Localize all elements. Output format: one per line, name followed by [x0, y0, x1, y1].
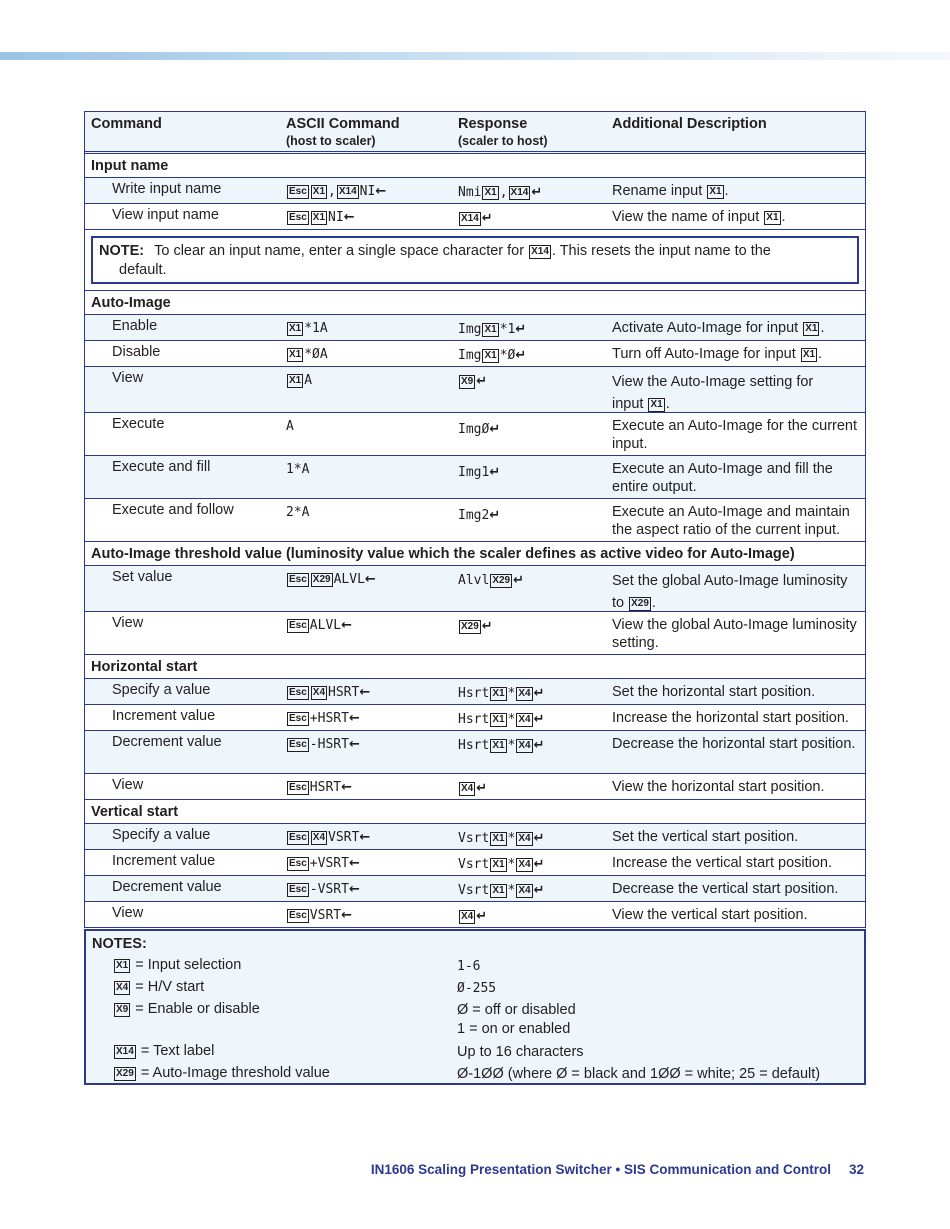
- table-header: [85, 112, 865, 154]
- return-icon: ↵: [531, 185, 543, 200]
- return-icon: ↵: [515, 322, 527, 337]
- return-icon: ↵: [489, 465, 501, 480]
- header-description: Additional Description: [612, 116, 767, 132]
- return-icon: ↵: [476, 781, 488, 796]
- table-row: View X1 A X9 ↵ View the Auto-Image setting for input X1 .: [85, 367, 865, 413]
- section-auto-image: Auto-Image: [85, 291, 865, 315]
- return-icon: ↵: [533, 831, 545, 846]
- arrow-left-icon: ←: [359, 830, 371, 845]
- header-response: Response (scaler to host): [458, 116, 548, 148]
- return-icon: ↵: [533, 738, 545, 753]
- section-input-name: Input name: [85, 154, 865, 178]
- return-icon: ↵: [533, 686, 545, 701]
- header-command: Command: [91, 116, 162, 132]
- note-box: NOTE: To clear an input name, enter a single space character for X14 . This resets the input name to the default.: [91, 236, 859, 284]
- table-row: Execute and fill 1*A Img1↵ Execute an Auto-Image and fill the entire output.: [85, 456, 865, 499]
- section-vertical-start: Vertical start: [85, 800, 865, 824]
- note-row: [85, 230, 865, 291]
- arrow-left-icon: ←: [348, 882, 360, 897]
- table-row: View Esc VSRT← X4 ↵ View the vertical start position.: [85, 902, 865, 927]
- table-row: Execute and follow 2*A Img2↵ Execute an Auto-Image and maintain the aspect ratio of the current input.: [85, 499, 865, 542]
- return-icon: ↵: [489, 422, 501, 437]
- return-icon: ↵: [476, 909, 488, 924]
- notes-title: NOTES:: [92, 936, 147, 952]
- section-threshold: Auto-Image threshold value (luminosity value which the scaler defines as active video for Auto-Image): [85, 542, 865, 566]
- arrow-left-icon: ←: [375, 184, 387, 199]
- return-icon: ↵: [476, 374, 488, 389]
- footer-title: IN1606 Scaling Presentation Switcher • SIS Communication and Control: [370, 1162, 831, 1177]
- notes-box: NOTES: X1 = Input selection 1-6 X4 = H/V start Ø-255 X9 = Enable or disable Ø = off or disabled 1 = on or enabled X14 = Text label Up to 16 characters X29 = Auto-Image threshold value Ø-1ØØ (where Ø = black and 1ØØ = white; 25 = default): [84, 929, 866, 1085]
- page-number: 32: [848, 1162, 864, 1177]
- return-icon: ↵: [481, 619, 493, 634]
- table-row: Execute A ImgØ↵ Execute an Auto-Image for the current input.: [85, 413, 865, 456]
- table-row: Write input name Esc X1 , X14 NI← Nmi X1 , X14 ↵ Rename input X1 .: [85, 178, 865, 204]
- table-row: Set value Esc X29 ALVL← Alvl X29 ↵ Set the global Auto-Image luminosity to X29 .: [85, 566, 865, 612]
- arrow-left-icon: ←: [348, 737, 360, 752]
- command-table: [84, 111, 866, 928]
- table-row: Enable X1 *1A Img X1 *1↵ Activate Auto-Image for input X1 .: [85, 315, 865, 341]
- return-icon: ↵: [481, 211, 493, 226]
- return-icon: ↵: [533, 857, 545, 872]
- return-icon: ↵: [533, 712, 545, 727]
- arrow-left-icon: ←: [364, 572, 376, 587]
- table-row: Decrement value Esc -VSRT← Vsrt X1 * X4 ↵ Decrease the vertical start position.: [85, 876, 865, 902]
- table-row: Increment value Esc +HSRT← Hsrt X1 * X4 ↵ Increase the horizontal start position.: [85, 705, 865, 731]
- arrow-left-icon: ←: [341, 908, 353, 923]
- header-gradient-bar: [0, 52, 950, 60]
- page-footer: [371, 1162, 864, 1177]
- table-row: Increment value Esc +VSRT← Vsrt X1 * X4 ↵ Increase the vertical start position.: [85, 850, 865, 876]
- table-row: Decrement value Esc -HSRT← Hsrt X1 * X4 ↵ Decrease the horizontal start position.: [85, 731, 865, 774]
- return-icon: ↵: [513, 573, 525, 588]
- arrow-left-icon: ←: [341, 618, 353, 633]
- table-row: View Esc HSRT← X4 ↵ View the horizontal start position.: [85, 774, 865, 800]
- table-row: View Esc ALVL← X29 ↵ View the global Auto-Image luminosity setting.: [85, 612, 865, 655]
- table-row: View input name Esc X1 NI← X14 ↵ View the name of input X1 .: [85, 204, 865, 230]
- header-ascii: ASCII Command (host to scaler): [286, 116, 400, 148]
- arrow-left-icon: ←: [359, 685, 371, 700]
- arrow-left-icon: ←: [348, 711, 360, 726]
- return-icon: ↵: [515, 348, 527, 363]
- table-row: Specify a value Esc X4 HSRT← Hsrt X1 * X4 ↵ Set the horizontal start position.: [85, 679, 865, 705]
- table-row: Specify a value Esc X4 VSRT← Vsrt X1 * X4 ↵ Set the vertical start position.: [85, 824, 865, 850]
- table-row: Disable X1 *ØA Img X1 *Ø↵ Turn off Auto-Image for input X1 .: [85, 341, 865, 367]
- return-icon: ↵: [533, 883, 545, 898]
- arrow-left-icon: ←: [348, 856, 360, 871]
- arrow-left-icon: ←: [341, 780, 353, 795]
- section-horizontal-start: Horizontal start: [85, 655, 865, 679]
- return-icon: ↵: [489, 508, 501, 523]
- arrow-left-icon: ←: [343, 210, 355, 225]
